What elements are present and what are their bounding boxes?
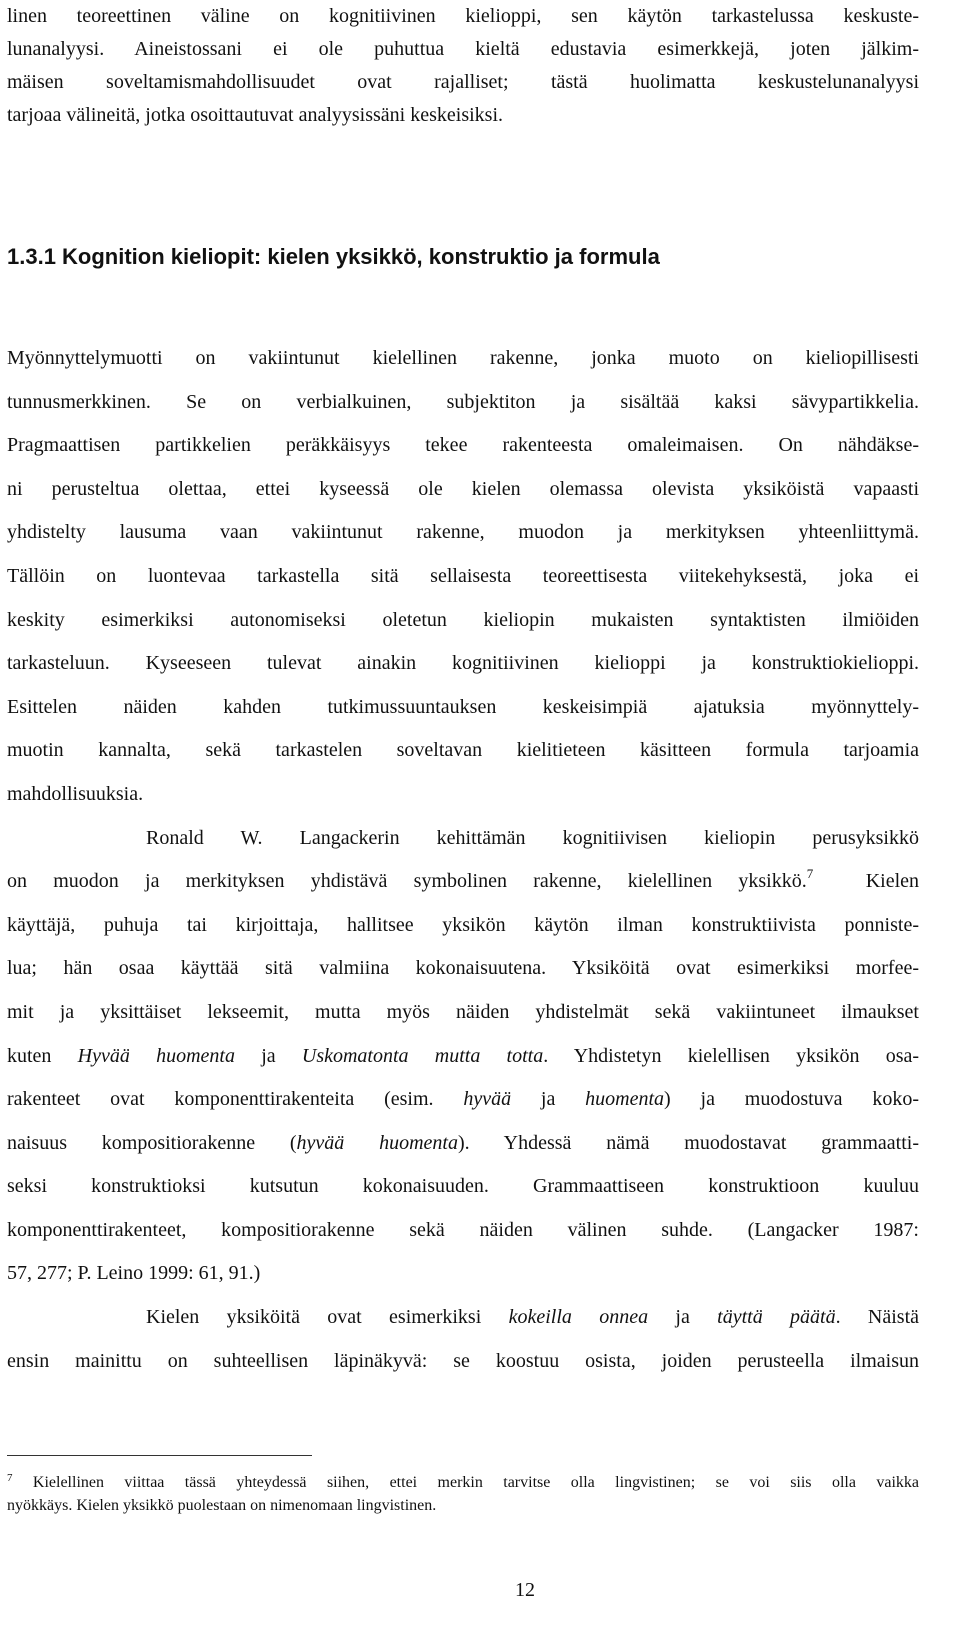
text-line: ensin mainittu on suhteellisen läpinäkyvä: se koostuu osista, joiden perusteella ilmaisun — [7, 1349, 919, 1372]
text-line — [7, 1296, 919, 1340]
text-line: mäisen soveltamismahdollisuudet ovat rajalliset; tästä huolimatta keskustelunanalyysi — [7, 71, 919, 93]
text-segment: ) ja muodostuva koko- — [664, 1088, 920, 1111]
text-line: tunnusmerkkinen. Se on verbialkuinen, subjektiton ja sisältää kaksi sävypartikkelia. — [7, 390, 919, 413]
text-line: tarjoaa välineitä, jotka osoittautuvat analyysissäni keskeisiksi. — [7, 104, 503, 126]
body-text — [7, 337, 919, 1383]
text-line: linen teoreettinen väline on kognitiivinen kielioppi, sen käytön tarkastelussa keskuste- — [7, 5, 919, 27]
text-segment: naisuus kompositiorakenne ( — [7, 1131, 297, 1154]
text-line: seksi konstruktioksi kutsutun kokonaisuuden. Grammaattiseen konstruktioon kuuluu — [7, 1175, 919, 1198]
text-segment: ). Yhdessä nämä muodostavat grammaatti- — [457, 1131, 920, 1154]
text-line: Ronald W. Langackerin kehittämän kognitiivisen kieliopin perusyksikkö — [146, 826, 919, 849]
text-segment: . Näistä — [835, 1306, 920, 1329]
text-segment: ja — [648, 1306, 718, 1329]
text-segment: on muodon ja merkityksen yhdistävä symbolinen rakenne, kielellinen yksikkö. — [7, 870, 807, 893]
footnote-text: Kielellinen viittaa tässä yhteydessä siihen, ettei merkin tarvitse olla lingvistinen; se voi siis olla vaikka — [12, 1474, 919, 1491]
example-phrase: Hyvää huomenta — [77, 1044, 235, 1067]
example-phrase: hyvää huomenta — [296, 1131, 458, 1154]
text-line: keskity esimerkiksi autonomiseksi oletetun kieliopin mukaisten syntaktisten ilmiöiden — [7, 608, 919, 631]
text-line — [7, 1122, 919, 1166]
example-phrase: kokeilla onnea — [508, 1306, 649, 1329]
text-line: muotin kannalta, sekä tarkastelen soveltavan kielitieteen käsitteen formula tarjoamia — [7, 739, 919, 762]
text-line: Esittelen näiden kahden tutkimussuuntauksen keskeisimpiä ajatuksia myönnyttely- — [7, 695, 919, 718]
text-line: lunanalyysi. Aineistossani ei ole puhuttua kieltä edustavia esimerkkejä, joten jälkim- — [7, 38, 919, 60]
page-number: 12 — [515, 1579, 535, 1601]
intro-paragraph — [7, 0, 919, 132]
text-line: tarkasteluun. Kyseeseen tulevat ainakin kognitiivinen kielioppi ja konstruktiokielioppi. — [7, 652, 919, 675]
section-heading: 1.3.1 Kognition kieliopit: kielen yksikkö, konstruktio ja formula — [7, 244, 660, 269]
text-line: Myönnyttelymuotti on vakiintunut kielellinen rakenne, jonka muoto on kieliopillisesti — [7, 347, 919, 369]
example-phrase: hyvää — [463, 1088, 512, 1111]
text-segment: ja — [234, 1044, 302, 1067]
text-segment: ja — [511, 1088, 586, 1111]
text-line: komponenttirakenteet, kompositiorakenne sekä näiden välinen suhde. (Langacker 1987: — [7, 1218, 919, 1241]
example-phrase: Uskomatonta mutta totta — [301, 1044, 544, 1067]
text-line: mit ja yksittäiset lekseemit, mutta myös näiden yhdistelmät sekä vakiintuneet ilmaukset — [7, 1000, 919, 1023]
text-segment: Kielen yksiköitä ovat esimerkiksi — [146, 1306, 509, 1329]
footnote-reference[interactable]: 7 — [806, 866, 814, 882]
text-line: mahdollisuuksia. — [7, 782, 144, 805]
example-phrase: huomenta — [585, 1088, 665, 1111]
text-line — [7, 1035, 919, 1079]
footnote — [7, 1471, 919, 1517]
text-line — [7, 860, 919, 904]
text-segment: rakenteet ovat komponenttirakenteita (esim. — [7, 1088, 464, 1111]
text-line — [7, 1078, 919, 1122]
text-segment: Kielen — [865, 870, 920, 893]
text-segment: kuten — [7, 1044, 78, 1067]
footnote-line: nyökkäys. Kielen yksikkö puolestaan on nimenomaan lingvistinen. — [7, 1497, 437, 1514]
footnote-separator — [7, 1455, 312, 1456]
footnote-number: 7 — [7, 1472, 13, 1484]
text-line: lua; hän osaa käyttää sitä valmiina kokonaisuutena. Yksiköitä ovat esimerkiksi morfee- — [7, 957, 919, 980]
text-line: Tällöin on luontevaa tarkastella sitä sellaisesta teoreettisesta viitekehyksestä, joka ei — [7, 564, 919, 587]
text-line: ni perusteltua olettaa, ettei kyseessä ole kielen olemassa olevista yksiköistä vapaasti — [7, 477, 919, 500]
text-line: 57, 277; P. Leino 1999: 61, 91.) — [7, 1262, 261, 1285]
text-segment: . Yhdistetyn kielellisen yksikön osa- — [543, 1044, 920, 1067]
text-line: Pragmaattisen partikkelien peräkkäisyys tekee rakenteesta omaleimaisen. On nähdäkse- — [7, 434, 919, 457]
footnote-line — [7, 1471, 919, 1494]
text-line: käyttäjä, puhuja tai kirjoittaja, hallitsee yksikön käytön ilman konstruktiivista ponniste- — [7, 913, 919, 936]
text-line: yhdistelty lausuma vaan vakiintunut rakenne, muodon ja merkityksen yhteenliittymä. — [7, 521, 919, 544]
example-phrase: täyttä päätä — [717, 1306, 836, 1329]
